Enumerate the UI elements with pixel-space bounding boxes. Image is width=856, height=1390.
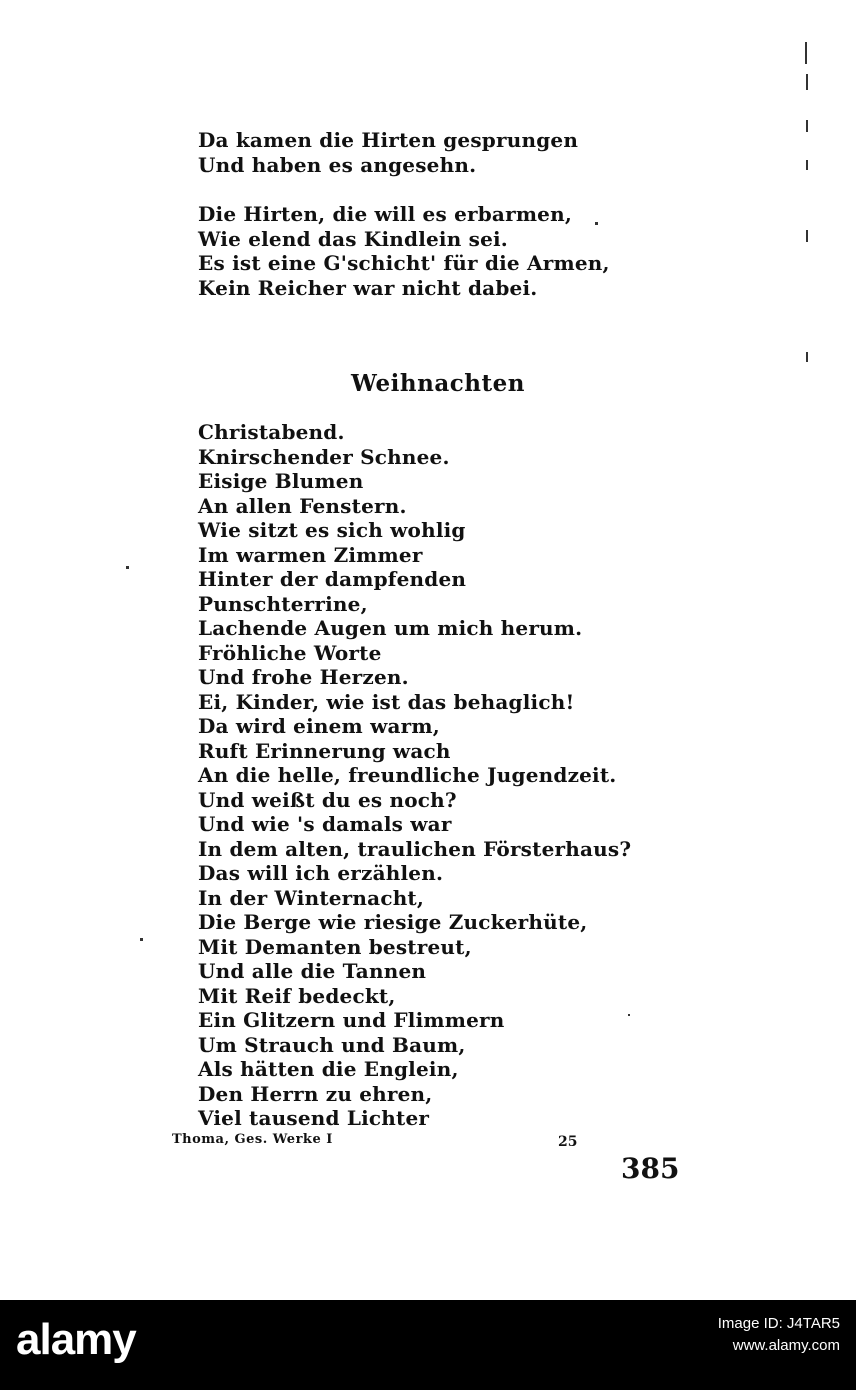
verse-line: Den Herrn zu ehren, [198,1081,433,1106]
verse-line: An allen Fenstern. [198,493,407,518]
scan-speck [628,1014,630,1016]
verse-line: Da kamen die Hirten gesprungen [198,128,579,152]
poem-body [198,420,631,1131]
image-id-text: Image ID: J4TAR5 [717,1315,840,1332]
scan-speck [595,222,598,225]
verse-line: Punschterrine, [198,591,368,616]
scan-speck [806,74,808,90]
page-number: 385 [621,1152,680,1185]
stanza-1 [198,128,578,177]
verse-line: Fröhliche Worte [198,640,382,665]
verse-line: Und weißt du es noch? [198,787,457,812]
stanza-2 [198,202,610,300]
verse-line: Das will ich erzählen. [198,861,444,885]
verse-line: Viel tausend Lichter [198,1106,430,1130]
verse-line: Wie elend das Kindlein sei. [198,226,508,251]
verse-line: Um Strauch und Baum, [198,1032,466,1057]
verse-line: Und haben es angesehn. [198,152,477,177]
printer-signature: Thoma, Ges. Werke I [172,1132,333,1147]
scan-speck [140,938,143,941]
verse-line: Es ist eine G'schicht' für die Armen, [198,251,610,275]
verse-line: In der Winternacht, [198,885,425,910]
scan-speck [126,566,129,569]
verse-line: Christabend. [198,420,345,444]
poem-title: Weihnachten [351,370,525,397]
verse-line: In dem alten, traulichen Försterhaus? [198,836,632,861]
verse-line: Knirschender Schnee. [198,444,450,469]
watermark-logo: alamy [16,1315,136,1364]
verse-line: Ei, Kinder, wie ist das behaglich! [198,689,575,714]
verse-line: Mit Demanten bestreut, [198,934,472,959]
verse-line: Ruft Erinnerung wach [198,738,451,763]
watermark-id-block [718,1313,840,1357]
site-url-text: www.alamy.com [732,1337,840,1354]
verse-line: Und alle die Tannen [198,959,427,983]
verse-line: Kein Reicher war nicht dabei. [198,275,538,300]
verse-line: Lachende Augen um mich herum. [198,616,583,640]
verse-line: Und frohe Herzen. [198,665,409,689]
verse-line: Wie sitzt es sich wohlig [198,518,466,542]
scan-speck [806,120,808,132]
verse-line: Ein Glitzern und Flimmern [198,1008,505,1032]
verse-line: An die helle, freundliche Jugendzeit. [198,763,617,787]
scan-speck [806,352,808,362]
signature-number: 25 [558,1134,578,1150]
verse-line: Eisige Blumen [198,469,364,493]
verse-line: Hinter der dampfenden [198,567,467,591]
verse-line: Die Berge wie riesige Zuckerhüte, [198,910,588,934]
verse-line: Und wie 's damals war [198,812,452,836]
verse-line: Als hätten die Englein, [198,1057,459,1081]
verse-line: Mit Reif bedeckt, [198,983,396,1008]
scan-speck [805,42,807,64]
verse-line: Im warmen Zimmer [198,542,423,567]
scan-speck [806,230,808,242]
verse-line: Da wird einem warm, [198,714,440,738]
scan-speck [806,160,808,170]
verse-line: Die Hirten, die will es erbarmen, [198,202,573,226]
